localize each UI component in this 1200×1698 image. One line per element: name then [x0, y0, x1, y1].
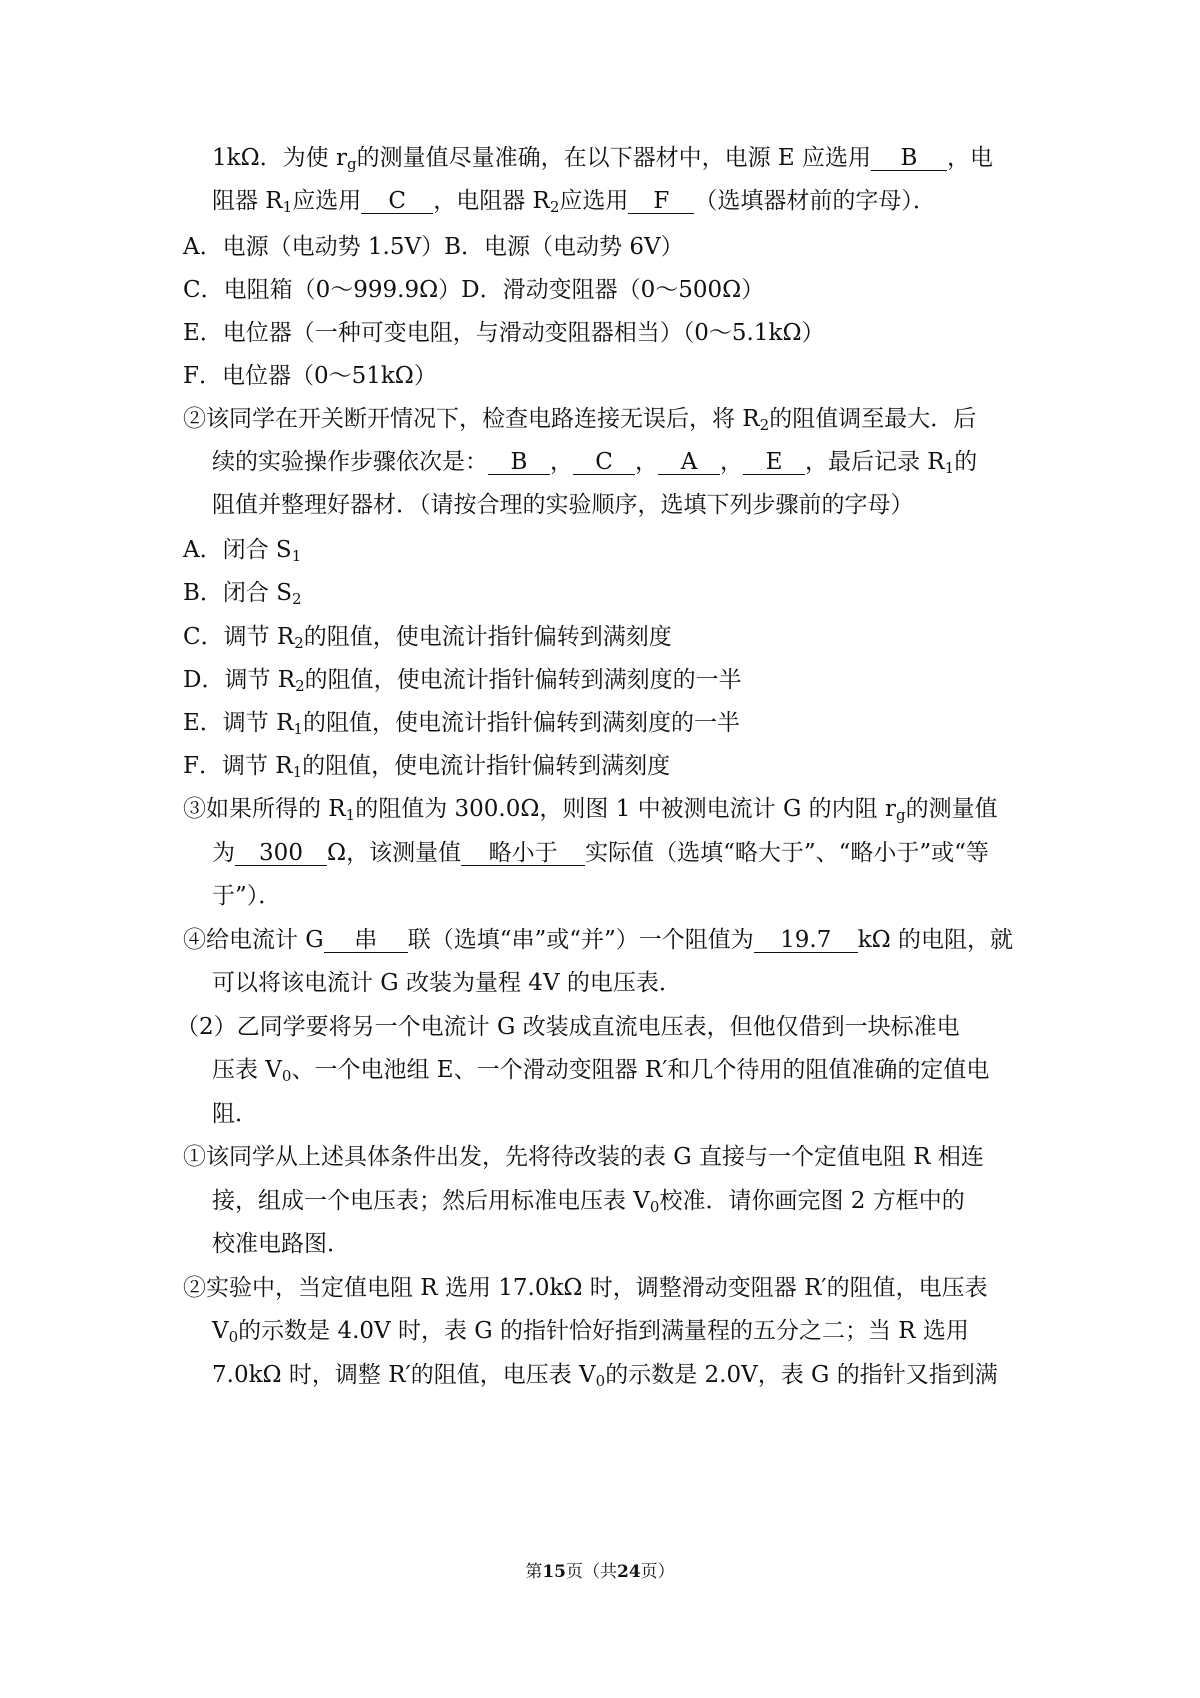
text: ②实验中，当定值电阻 R 选用 17.0kΩ 时，调整滑动变阻器 R′的阻值，电压表	[183, 1275, 988, 1301]
text: ③如果所得的 R	[183, 796, 346, 822]
subscript: g	[895, 806, 906, 824]
text: 、一个电池组 E、一个滑动变阻器 R′和几个待用的阻值准确的定值电	[291, 1057, 990, 1083]
text: A．电源（电动势 1.5V）B．电源（电动势 6V）	[183, 234, 684, 260]
text-line	[212, 968, 682, 998]
answer-blank: C	[573, 450, 635, 475]
text-line	[183, 318, 825, 348]
text-line	[183, 665, 742, 695]
text: 实际值（选填“略大于”、“略小于”或“等	[585, 840, 989, 866]
text-line	[183, 708, 740, 738]
subscript: 0	[228, 1328, 239, 1346]
answer-blank: E	[743, 450, 805, 475]
text: ①该同学从上述具体条件出发，先将待改装的表 G 直接与一个定值电阻 R 相连	[183, 1144, 984, 1170]
subscript: 0	[595, 1372, 606, 1390]
subscript: 1	[282, 198, 293, 216]
text-line	[183, 794, 998, 824]
text: （2）乙同学要将另一个电流计 G 改装成直流电压表，但他仅借到一块标准电	[176, 1014, 960, 1040]
text-line	[212, 1099, 258, 1129]
text: 阻值并整理好器材．（请按合理的实验顺序，选填下列步骤前的字母）	[212, 492, 914, 518]
text: Ω，该测量值	[327, 840, 462, 866]
footer-text: 第	[525, 1562, 543, 1582]
page-footer	[0, 1560, 1200, 1584]
text: C．调节 R	[183, 624, 295, 650]
text: ，	[635, 449, 658, 475]
text: 的阻值，使电流计指针偏转到满刻度	[303, 624, 672, 650]
text: 阻器 R	[212, 188, 283, 214]
text-line	[183, 751, 670, 781]
text-line	[183, 578, 302, 608]
text: （选填器材前的字母）．	[694, 188, 936, 214]
text: A．闭合 S	[183, 537, 292, 563]
text: V	[212, 1318, 229, 1344]
text: 应选用	[559, 188, 629, 214]
text-line	[176, 1012, 960, 1042]
text: 校准．请你画完图 2 方框中的	[659, 1188, 965, 1214]
text: 的	[954, 449, 978, 475]
answer-blank: C	[361, 189, 433, 214]
text: C．电阻箱（0～999.9Ω）D．滑动变阻器（0～500Ω）	[183, 277, 765, 303]
text: kΩ 的电阻，就	[857, 927, 1014, 953]
subscript: 2	[759, 416, 770, 434]
text: ，	[720, 449, 743, 475]
text: 续的实验操作步骤依次是：	[212, 449, 488, 475]
text-line	[183, 622, 672, 652]
text: 校准电路图．	[212, 1231, 350, 1257]
text: ，电	[946, 145, 993, 171]
text-line	[183, 1273, 988, 1303]
text-line	[183, 361, 437, 391]
text: 的示数是 2.0V，表 G 的指针又指到满	[605, 1362, 998, 1388]
answer-blank: 19.7	[754, 928, 858, 953]
text-line	[212, 143, 993, 173]
text-line	[212, 447, 977, 477]
subscript: 2	[295, 677, 305, 695]
text-line	[212, 186, 936, 216]
footer-text: 页（共	[566, 1562, 617, 1582]
text: B．闭合 S	[183, 580, 292, 606]
text: ，电阻器 R	[433, 188, 550, 214]
text-line	[183, 535, 301, 565]
text-line	[212, 838, 989, 868]
subscript: 1	[944, 459, 955, 477]
text: 可以将该电流计 G 改装为量程 4V 的电压表．	[212, 970, 682, 996]
subscript: 1	[291, 547, 302, 565]
text: 应选用	[292, 188, 362, 214]
text: 联（选填“串”或“并”）一个阻值为	[407, 927, 754, 953]
text: 为	[212, 840, 235, 866]
text: ，最后记录 R	[805, 449, 945, 475]
answer-blank: B	[871, 146, 947, 171]
answer-blank: A	[658, 450, 720, 475]
text: 的测量值	[905, 796, 998, 822]
text: 的阻值，使电流计指针偏转到满刻度	[302, 753, 671, 779]
subscript: 2	[549, 198, 560, 216]
subscript: g	[346, 155, 357, 173]
text: 阻．	[212, 1101, 258, 1127]
text: 的阻值，使电流计指针偏转到满刻度的一半	[302, 710, 740, 736]
answer-blank: 300	[235, 841, 327, 866]
text: 接，组成一个电压表；然后用标准电压表 V	[212, 1188, 650, 1214]
subscript: 2	[294, 634, 304, 652]
text-line	[183, 925, 1013, 955]
text-line	[212, 1055, 989, 1085]
text: 压表 V	[212, 1057, 282, 1083]
page-number: 15	[542, 1562, 566, 1582]
text-line	[212, 1186, 965, 1216]
text: 的阻值调至最大．后	[769, 406, 977, 432]
subscript: 1	[292, 763, 303, 781]
text: E．电位器（一种可变电阻，与滑动变阻器相当）（0～5.1kΩ）	[183, 320, 825, 346]
answer-blank: F	[628, 189, 694, 214]
text: 7.0kΩ 时，调整 R′的阻值，电压表 V	[212, 1362, 596, 1388]
text: F．调节 R	[183, 753, 293, 779]
text-line	[212, 1360, 998, 1390]
text: ②该同学在开关断开情况下，检查电路连接无误后，将 R	[183, 406, 760, 432]
answer-blank: 串	[324, 928, 408, 953]
text: E．调节 R	[183, 710, 294, 736]
text: 于”）．	[212, 883, 282, 909]
total-pages: 24	[617, 1562, 641, 1582]
text-line	[212, 1316, 969, 1346]
text-line	[183, 232, 684, 262]
subscript: 1	[345, 806, 356, 824]
subscript: 2	[291, 590, 302, 608]
text: D．调节 R	[183, 667, 296, 693]
subscript: 1	[293, 720, 303, 738]
answer-blank: 略小于	[461, 841, 585, 866]
subscript: 0	[649, 1198, 660, 1216]
text: 的阻值为 300.0Ω，则图 1 中被测电流计 G 的内阻 r	[355, 796, 896, 822]
answer-blank: B	[488, 450, 550, 475]
text-line	[212, 1229, 350, 1259]
text: ，	[550, 449, 573, 475]
text: 的测量值尽量准确，在以下器材中，电源 E 应选用	[356, 145, 871, 171]
text: 的示数是 4.0V 时，表 G 的指针恰好指到满量程的五分之二；当 R 选用	[238, 1318, 969, 1344]
text: 的阻值，使电流计指针偏转到满刻度的一半	[304, 667, 742, 693]
text-line	[183, 1142, 984, 1172]
text-line	[183, 404, 976, 434]
text-line	[212, 490, 914, 520]
text-line	[212, 881, 281, 911]
text: F．电位器（0～51kΩ）	[183, 363, 437, 389]
text: ④给电流计 G	[183, 927, 324, 953]
text-line	[183, 275, 764, 305]
subscript: 0	[281, 1067, 292, 1085]
footer-text: 页）	[640, 1562, 675, 1582]
text: 1kΩ．为使 r	[212, 145, 347, 171]
